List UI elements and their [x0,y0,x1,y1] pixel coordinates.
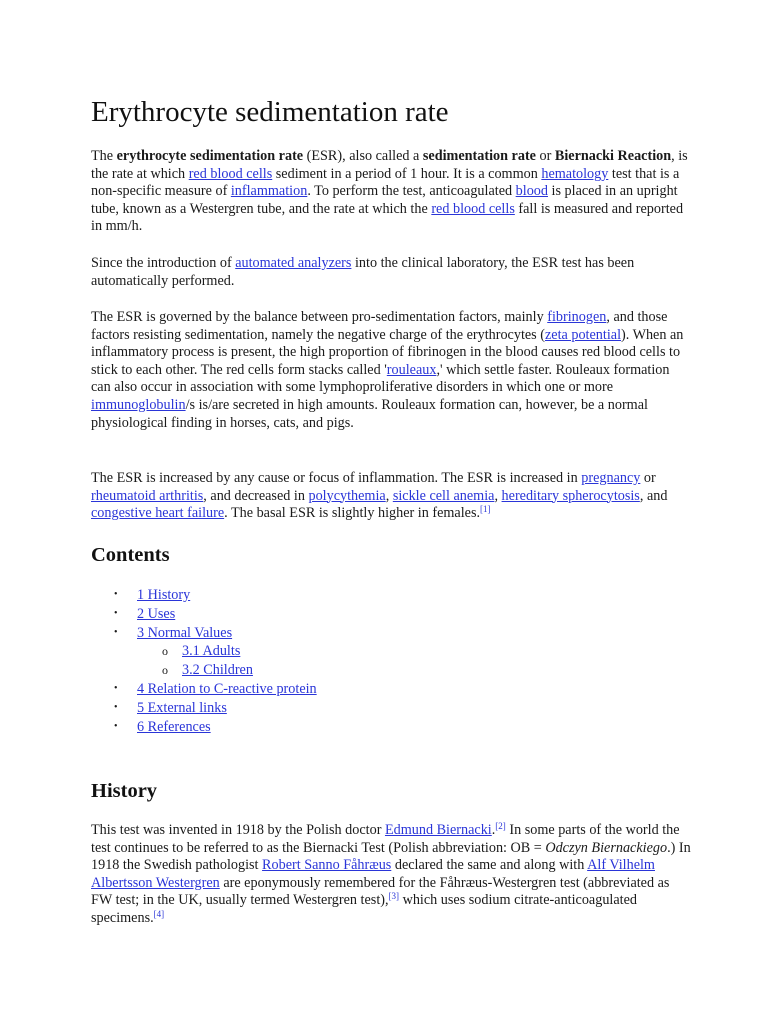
page-title: Erythrocyte sedimentation rate [91,96,449,128]
bold-term: sedimentation rate [422,148,536,164]
bullet-icon: • [114,589,118,600]
toc-item [91,624,491,680]
contents-heading: Contents [91,544,170,566]
link-immunoglobulin[interactable]: immunoglobulin [91,396,186,413]
toc-item [91,699,491,718]
citation-link-3[interactable]: [3] [388,891,400,902]
circle-bullet-icon: o [162,644,168,659]
bullet-icon: • [114,701,118,713]
toc-item [91,586,491,605]
link-pregnancy[interactable]: pregnancy [581,470,641,486]
link-red-blood-cells-2[interactable]: red blood cells [431,200,515,217]
toc-link-external-links[interactable]: 5 External links [137,699,227,716]
citation-ref [480,504,491,514]
link-sickle-cell-anemia[interactable]: sickle cell anemia [392,487,495,504]
increase-paragraph: The ESR is increased by any cause or focus of inflammation. The ESR is increased in pregnancy or rheumatoid arthritis, and decreased in polycythemia, sickle cell anemia, hereditary spherocytosis, and congestive heart failure. The basal ESR is slightly higher in females.[1] [91,470,668,522]
bold-term: erythrocyte sedimentation rate [116,148,304,164]
toc-link-normal-values[interactable]: 3 Normal Values [137,624,233,641]
italic-term: Odczyn Biernackiego [545,839,668,856]
circle-bullet-icon: o [162,663,168,678]
link-hematology[interactable]: hematology [541,165,609,182]
link-polycythemia[interactable]: polycythemia [308,487,386,504]
toc-sublist [137,642,491,680]
link-fibrinogen[interactable]: fibrinogen [547,309,607,325]
toc-subitem [137,642,491,661]
link-hereditary-spherocytosis[interactable]: hereditary spherocytosis [501,487,640,504]
link-robert-fahraeus[interactable]: Robert Sanno Fåhræus [262,857,392,874]
automation-paragraph: Since the introduction of automated analyzers into the clinical laboratory, the ESR test has been automatically performed. [91,255,635,289]
link-rouleaux[interactable]: rouleaux [386,361,437,378]
toc-item [91,680,491,699]
toc-link-uses[interactable]: 2 Uses [137,605,176,622]
citation-ref [154,909,165,919]
history-paragraph: This test was invented in 1918 by the Polish doctor Edmund Biernacki.[2] In some parts of the world the test continues to be referred to as the Biernacki Test (Polish abbreviation: OB = Odczyn Biernackiego.) In 1918 the Swedish pathologist Robert Sanno Fåhræus declared the same and along with Alf Vilhelm Albertsson Westergren are eponymously remembered for the Fåhræus-Westergren test (abbreviated as FW test; in the UK, usually termed Westergren test),[3] which uses sodium citrate-anticoagulated specimens.[4] [91,821,691,926]
citation-link-2[interactable]: [2] [495,821,506,831]
toc-item [91,718,491,737]
toc-link-references[interactable]: 6 References [137,718,211,735]
link-zeta-potential[interactable]: zeta potential [544,326,622,343]
toc-link-c-reactive-protein[interactable]: 4 Relation to C-reactive protein [137,680,317,697]
bullet-icon: • [114,682,118,694]
link-automated-analyzers[interactable]: automated analyzers [235,255,352,271]
citation-link-4[interactable]: [4] [153,908,165,919]
intro-paragraph: The erythrocyte sedimentation rate (ESR), also called a sedimentation rate or Biernacki Reaction, is the rate at which red blood cells sediment in a period of 1 hour. It is a common hematology test that is a non-specific measure of inflammation. To perform the test, anticoagulated blood is placed in an upright tube, known as a Westergren tube, and the rate at which the red blood cells fall is measured and reported in mm/h. [91,148,688,235]
mechanism-paragraph: The ESR is governed by the balance between pro-sedimentation factors, mainly fibrinogen, and those factors resisting sedimentation, namely the negative charge of the erythrocytes (zeta potential). When an inflammatory process is present, the high proportion of fibrinogen in the blood causes red blood cells to stick to each other. The red cells form stacks called 'rouleaux,' which settle faster. Rouleaux formation can also occur in association with some lymphoproliferative disorders in which one or more immunoglobulin/s is/are secreted in high amounts. Rouleaux formation can, however, be a normal physiological finding in horses, cats, and pigs. [91,309,684,431]
link-blood[interactable]: blood [515,183,548,200]
toc-link-history[interactable]: 1 History [137,587,191,603]
link-rheumatoid-arthritis[interactable]: rheumatoid arthritis [91,487,204,504]
link-inflammation[interactable]: inflammation [230,183,308,200]
toc-subitem [137,661,491,680]
link-edmund-biernacki[interactable]: Edmund Biernacki [384,822,492,838]
toc-link-children[interactable]: 3.2 Children [182,662,253,679]
link-alf-westergren[interactable]: Alf Vilhelm Albertsson Westergren [91,857,655,891]
history-heading: History [91,780,158,802]
link-red-blood-cells[interactable]: red blood cells [188,165,273,182]
bullet-icon: • [114,720,118,732]
toc-link-adults[interactable]: 3.1 Adults [182,643,241,660]
table-of-contents [91,586,491,736]
bullet-icon: • [114,626,118,638]
bold-term: Biernacki Reaction [554,148,672,164]
link-congestive-heart-failure[interactable]: congestive heart failure [91,505,225,522]
citation-ref [389,891,400,901]
bullet-icon: • [114,607,118,619]
toc-item [91,605,491,624]
citation-link-1[interactable]: [1] [480,504,491,515]
citation-ref [495,821,506,831]
